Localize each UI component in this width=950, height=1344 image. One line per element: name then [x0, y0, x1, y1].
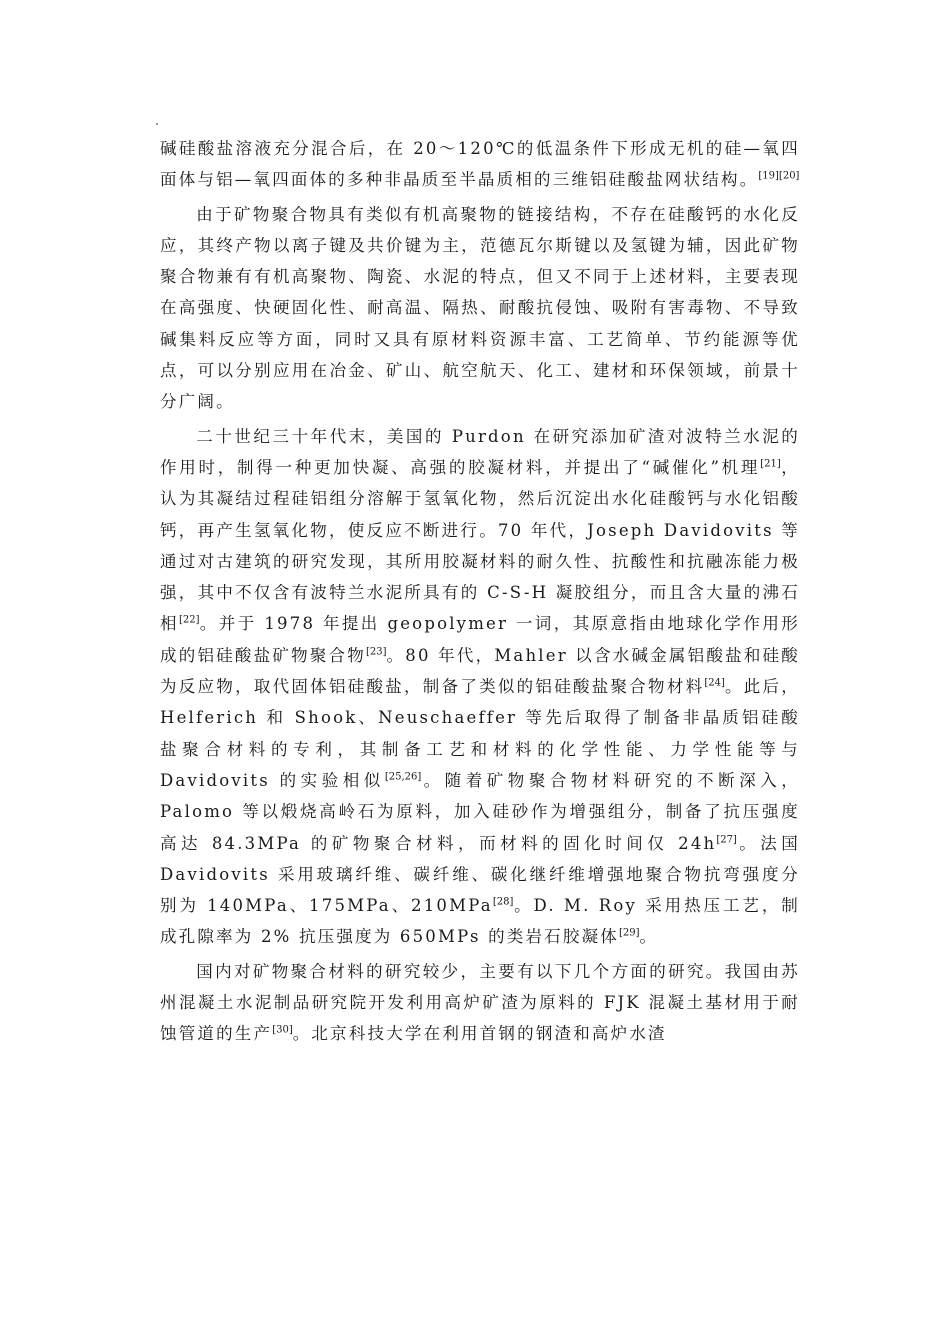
citation-superscript: [30] [272, 1024, 293, 1036]
text-run: 。D. M. Roy 采用热压工艺，制成孔隙率为 2% 抗压强度为 650MPs 的类岩石胶凝体 [160, 896, 800, 947]
text-run: 。随着矿物聚合物材料研究的不断深入，Palomo 等以煅烧高岭石为原料，加入硅砂作为增强组分，制备了抗压强度高达 84.3MPa 的矿物聚合材料，而材料的固化时间仅 24h [160, 770, 800, 853]
text-run: 。并于 1978 年提出 geopolymer 一词，其原意指由地球化学作用形成的铝硅酸盐矿物聚合物 [160, 614, 800, 665]
text-run: 国内对矿物聚合材料的研究较少，主要有以下几个方面的研究。我国由苏州混凝土水泥制品研究院开发利用高炉矿渣为原料的 FJK 混凝土基材用于耐蚀管道的生产 [160, 961, 800, 1044]
text-run: 。 [639, 927, 659, 947]
citation-superscript: [19][20] [758, 170, 800, 182]
citation-superscript: [25,26] [384, 771, 422, 783]
text-run: ，认为其凝结过程硅铝组分溶解于氢氧化物，然后沉淀出水化硅酸钙与水化铝酸钙，再产生氢氧化物，使反应不断进行。70 年代，Joseph Davidovits 等通过对古建筑的研究发现，其所用胶凝材料的耐久性、抗酸性和抗融冻能力极强，其中不仅含有波特兰水泥所具有的 C-S-H 凝胶组分，而且含大量的沸石相 [160, 457, 800, 634]
paragraph-4 [160, 956, 800, 1050]
citation-superscript: [23] [366, 646, 387, 658]
citation-superscript: [27] [716, 834, 737, 846]
citation-superscript: [24] [704, 677, 725, 689]
citation-superscript: [21] [760, 458, 781, 470]
text-run: 。法国 Davidovits 采用玻璃纤维、碳纤维、碳化继纤维增强地聚合物抗弯强度分别为 140MPa、175MPa、210MPa [160, 833, 800, 916]
paragraph-3 [160, 421, 800, 953]
scan-speck [156, 123, 158, 125]
citation-superscript: [22] [178, 614, 200, 626]
text-run: 由于矿物聚合物具有类似有机高聚物的链接结构，不存在硅酸钙的水化反应，其终产物以离子键及共价键为主，范德瓦尔斯键以及氢键为辅，因此矿物聚合物兼有有机高聚物、陶瓷、水泥的特点，但又不同于上述材料，主要表现在高强度、快硬固化性、耐高温、隔热、耐酸抗侵蚀、吸附有害毒物、不导致碱集料反应等方面，同时又具有原材料资源丰富、工艺简单、节约能源等优点，可以分别应用在冶金、矿山、航空航天、化工、建材和环保领域，前景十分广阔。 [160, 204, 800, 412]
text-run: 二十世纪三十年代末，美国的 Purdon 在研究添加矿渣对波特兰水泥的作用时，制得一种更加快凝、高强的胶凝材料，并提出了“碱催化”机理 [160, 426, 800, 477]
text-run: 。北京科技大学在利用首钢的钢渣和高炉水渣 [292, 1024, 667, 1044]
text-run: 。此后，Helferich 和 Shook、Neuschaeffer 等先后取得了制备非晶质铝硅酸盐聚合材料的专利，其制备工艺和材料的化学性能、力学性能等与 Davidovits 的实验相似 [160, 677, 800, 790]
citation-superscript: [28] [492, 896, 514, 908]
document-body [160, 133, 800, 1053]
paragraph-1 [160, 133, 800, 196]
text-run: 。80 年代，Mahler 以含水碱金属铝酸盐和硅酸为反应物，取代固体铝硅酸盐，制备了类似的铝硅酸盐聚合物材料 [160, 645, 800, 697]
citation-superscript: [29] [618, 927, 640, 939]
text-run: 碱硅酸盐溶液充分混合后，在 20～120℃的低温条件下形成无机的硅—氧四面体与铝—氧四面体的多种非晶质至半晶质相的三维铝硅酸盐网状结构。 [160, 139, 800, 190]
paragraph-2 [160, 199, 800, 418]
